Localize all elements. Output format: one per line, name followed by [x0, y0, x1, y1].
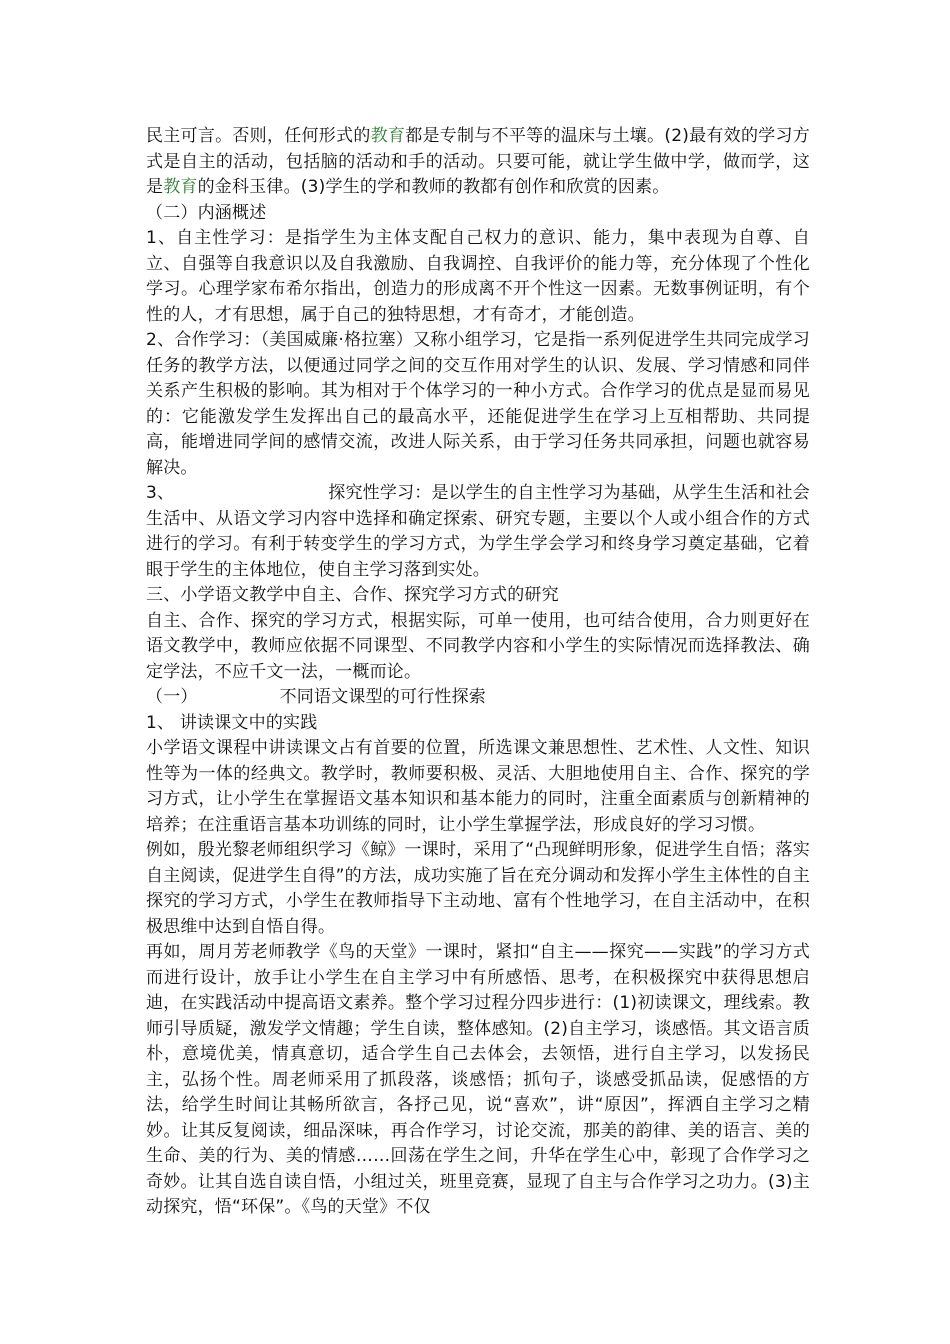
- paragraph-inquiry-learning: [146, 481, 810, 583]
- text-span: 民主可言。否则，任何形式的: [146, 126, 371, 146]
- item-text: 探究性学习：是以学生的自主性学习为基础，从学生生活和社会生活中、从语文学习内容中选择和确定探索、研究专题，主要以个人或小组合作的方式进行的学习。有利于转变学生的学习方式，为学生学会学习和终身学习奠定基础，它着眼于学生的主体地位，使自主学习落到实处。: [146, 483, 810, 580]
- heading-item-one: 1、 讲读课文中的实践: [146, 712, 318, 733]
- document-body: [146, 124, 810, 1221]
- paragraph-section-three: 自主、合作、探究的学习方式，根据实际，可单一使用，也可结合使用，合力则更好在语文教学中，教师应依据不同课型、不同教学内容和小学生的实际情况而选择教法、确定学法，不应千文一法，一概而论。: [146, 610, 810, 682]
- paragraph-bird-paradise-example: 再如，周月芳老师教学《鸟的天堂》一课时，紧扣“自主——探究——实践”的学习方式而进行设计，放手让小学生在自主学习中有所感悟、思考，在积极探究中获得思想启迪，在实践活动中提高语文素养。整个学习过程分四步进行：(1)初读课文，理线索。教师引导质疑，激发学文情趣；学生自读，整体感知。(2)自主学习，谈感悟。其文语言质朴，意境优美，情真意切，适合学生自己去体会，去领悟，进行自主学习，以发扬民主，弘扬个性。周老师采用了抓段落，谈感悟；抓句子，谈感受抓品读，促感悟的方法，给学生时间让其畅所欲言，各抒己见，说“喜欢”，讲“原因”，挥洒自主学习之精妙。让其反复阅读，细品深味，再合作学习，讨论交流，那美的韵律、美的语言、美的生命、美的行为、美的情感……回荡在学生之间，升华在学生心中，彰现了合作学习之奇妙。让其自选自读自悟，小组过关，班里竞赛，显现了自主与合作学习之功力。(3)主动探究，悟“环保”。《鸟的天堂》不仅: [146, 942, 810, 1217]
- heading-section-three: 三、小学语文教学中自主、合作、探究学习方式的研究: [146, 585, 559, 605]
- heading-neihan: （二）内涵概述: [146, 202, 267, 223]
- paragraph-intro: [146, 124, 810, 201]
- text-span: 的金科玉律。(3)学生的学和教师的教都有创作和欣赏的因素。: [197, 177, 670, 197]
- paragraph-autonomous-learning: 1、自主性学习：是指学生为主体支配自己权力的意识、能力，集中表现为自尊、自立、自强等自我意识以及自我激励、自我调控、自我评价的能力等，充分体现了个性化学习。心理学家布希尔指出，创造力的形成离不开个性这一因素。无数事例证明，有个性的人，才有思想，属于自己的独特思想，才有奇才，才能创造。: [146, 228, 810, 325]
- heading-subsection-one: [146, 685, 810, 711]
- heading-text: 不同语文课型的可行性探索: [279, 687, 487, 707]
- education-link[interactable]: 教育: [163, 177, 198, 197]
- heading-number: （一）: [146, 687, 198, 707]
- item-number: 3、: [146, 483, 175, 503]
- paragraph-reading-lessons: 小学语文课程中讲读课文占有首要的位置，所选课文兼思想性、艺术性、人文性、知识性等为一体的经典文。教学时，教师要积极、灵活、大胆地使用自主、合作、探究的学习方式，让小学生在掌握语文基本知识和基本能力的同时，注重全面素质与创新精神的培养；在注重语言基本功训练的同时，让小学生掌握学法，形成良好的学习习惯。: [146, 738, 810, 835]
- paragraph-cooperative-learning: 2、合作学习：（美国威廉·格拉塞）又称小组学习，它是指一系列促进学生共同完成学习任务的教学方法，以便通过同学之间的交互作用对学生的认识、发展、学习情感和同伴关系产生积极的影响。其为相对于个体学习的一种小方式。合作学习的优点是显而易见的：它能激发学生发挥出自己的最高水平，还能促进学生在学习上互相帮助、共同提高，能增进同学间的感情交流，改进人际关系，由于学习任务共同承担，问题也就容易解决。: [146, 330, 810, 478]
- paragraph-whale-example: 例如，殷光黎老师组织学习《鲸》一课时，采用了“凸现鲜明形象，促进学生自悟；落实自主阅读，促进学生自得”的方法，成功实施了旨在充分调动和发挥小学生主体性的自主探究的学习方式，小学生在教师指导下主动地、富有个性地学习，在自主活动中，在积极思维中达到自悟自得。: [146, 840, 810, 937]
- text-span: 都是专制与不平等的温床与土壤。(2)最有效的学习方式是自主的活动，包括脑的活动和手的活动。只要可能，就让学生做中学，做而学，这是: [146, 126, 810, 197]
- education-link[interactable]: 教育: [370, 126, 406, 146]
